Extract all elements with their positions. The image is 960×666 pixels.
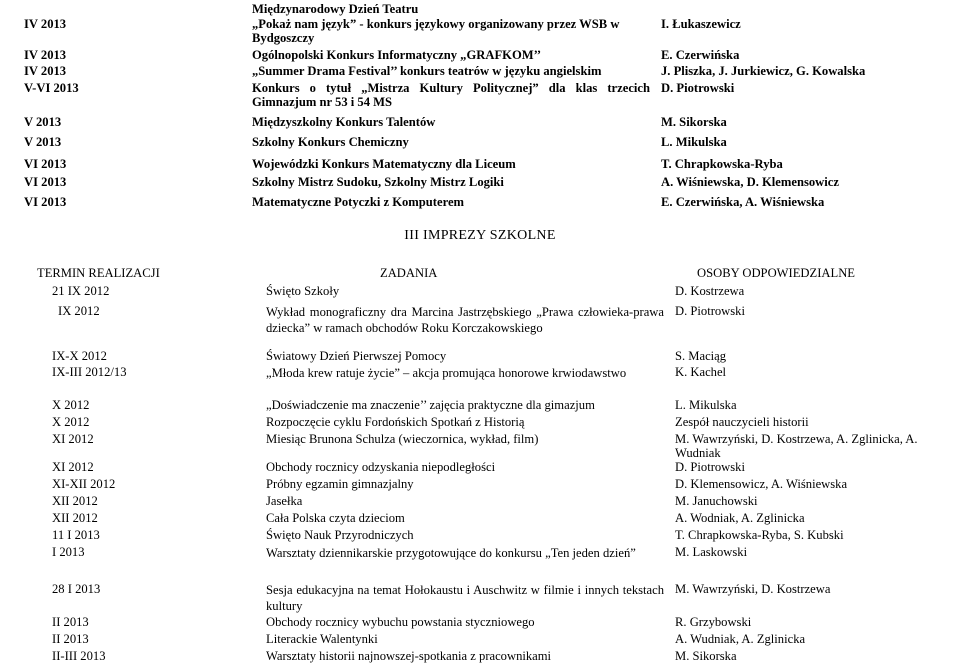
- person-cell: M. Laskowski: [675, 545, 748, 559]
- person-cell: D. Klemensowicz, A. Wiśniewska: [675, 477, 848, 491]
- term-cell: X 2012: [52, 398, 90, 412]
- task-cell: Konkurs o tytuł „Mistrza Kultury Politycznej” dla klas trzecich Gimnazjum nr 53 i 54 MS: [252, 81, 650, 109]
- task-cell: Obchody rocznicy odzyskania niepodległości: [266, 460, 496, 474]
- task-cell: Święto Nauk Przyrodniczych: [266, 528, 414, 542]
- term-cell: XI 2012: [52, 432, 94, 446]
- person-cell: M. Wawrzyński, D. Kostrzewa: [675, 582, 831, 596]
- term-cell: IX-III 2012/13: [52, 365, 127, 379]
- task-cell: Międzynarodowy Dzień Teatru: [252, 2, 419, 16]
- task-cell: Wykład monograficzny dra Marcina Jastrzębskiego „Prawa człowieka-prawa dziecka” w ramach obchodów Roku Korczakowskiego: [266, 305, 664, 335]
- person-cell: R. Grzybowski: [675, 615, 752, 629]
- term-cell: X 2012: [52, 415, 90, 429]
- term-cell: XII 2012: [52, 494, 98, 508]
- task-cell: Warsztaty historii najnowszej-spotkania z pracownikami: [266, 649, 552, 663]
- term-cell: VI 2013: [24, 157, 67, 171]
- section-title: III IMPREZY SZKOLNE: [404, 228, 556, 243]
- table-row: [0, 415, 960, 432]
- task-cell: Sesja edukacyjna na temat Hołokaustu i Auschwitz w filmie i innych tekstach kultury: [266, 583, 664, 613]
- table-row: [0, 157, 960, 175]
- table-row: [0, 81, 960, 115]
- table-row: [0, 135, 960, 157]
- term-cell: II 2013: [52, 632, 89, 646]
- task-cell: „Pokaż nam język” - konkurs językowy organizowany przez WSB w Bydgoszczy: [252, 17, 620, 45]
- person-cell: T. Chrapkowska-Ryba, S. Kubski: [675, 528, 844, 542]
- table-row: [0, 511, 960, 528]
- term-cell: XI 2012: [52, 460, 94, 474]
- person-cell: Zespół nauczycieli historii: [675, 415, 809, 429]
- task-cell: Obchody rocznicy wybuchu powstania styczniowego: [266, 615, 535, 629]
- person-cell: I. Łukaszewicz: [661, 17, 741, 31]
- table-row: [0, 432, 960, 460]
- term-cell: I 2013: [52, 545, 85, 559]
- term-cell: XII 2012: [52, 511, 98, 525]
- person-cell: E. Czerwińska: [661, 48, 740, 62]
- person-cell: D. Piotrowski: [661, 81, 735, 95]
- task-cell: Szkolny Konkurs Chemiczny: [252, 135, 409, 149]
- term-cell: II 2013: [52, 615, 89, 629]
- person-cell: S. Maciąg: [675, 349, 727, 363]
- term-cell: V-VI 2013: [24, 81, 79, 95]
- task-cell: „Młoda krew ratuje życie” – akcja promująca honorowe krwiodawstwo: [266, 366, 627, 380]
- table-row: [0, 528, 960, 545]
- task-cell: Rozpoczęcie cyklu Fordońskich Spotkań z Historią: [266, 415, 525, 429]
- events-table: [0, 284, 960, 666]
- table-row: [0, 615, 960, 632]
- person-cell: M. Sikorska: [661, 115, 727, 129]
- term-cell: IX-X 2012: [52, 349, 107, 363]
- task-cell: Wojewódzki Konkurs Matematyczny dla Liceum: [252, 157, 516, 171]
- term-cell: [0, 2, 252, 17]
- table-row: [0, 649, 960, 666]
- term-cell: XI-XII 2012: [52, 477, 116, 491]
- table-row: [0, 398, 960, 415]
- table-row: [0, 284, 960, 301]
- person-cell: A. Wodniak, A. Zglinicka: [675, 511, 805, 525]
- task-cell: „Doświadczenie ma znaczenie’’ zajęcia praktyczne dla gimazjum: [266, 398, 595, 412]
- task-cell: Święto Szkoły: [266, 284, 340, 298]
- header-task: ZADANIA: [380, 266, 438, 280]
- term-cell: 11 I 2013: [52, 528, 100, 542]
- table-row: [0, 365, 960, 398]
- task-cell: Literackie Walentynki: [266, 632, 378, 646]
- term-cell: IX 2012: [58, 304, 100, 318]
- table-row: [0, 580, 960, 615]
- table-header: [0, 266, 960, 282]
- term-cell: 28 I 2013: [52, 582, 101, 596]
- task-cell: Miesiąc Brunona Schulza (wieczornica, wykład, film): [266, 432, 539, 446]
- table-row: [0, 632, 960, 649]
- person-cell: K. Kachel: [675, 365, 727, 379]
- person-cell: J. Pliszka, J. Jurkiewicz, G. Kowalska: [661, 64, 866, 78]
- task-cell: „Summer Drama Festival’’ konkurs teatrów w języku angielskim: [252, 64, 602, 78]
- term-cell: V 2013: [24, 135, 62, 149]
- person-cell: [656, 2, 960, 17]
- table-row: [0, 115, 960, 135]
- task-cell: Jasełka: [266, 494, 303, 508]
- person-cell: T. Chrapkowska-Ryba: [661, 157, 783, 171]
- term-cell: IV 2013: [24, 48, 67, 62]
- person-cell: L. Mikulska: [675, 398, 737, 412]
- person-cell: D. Piotrowski: [675, 460, 745, 474]
- term-cell: 21 IX 2012: [52, 284, 110, 298]
- table-row: [0, 301, 960, 349]
- term-cell: IV 2013: [24, 64, 67, 78]
- table-row: [0, 195, 960, 213]
- header-person: OSOBY ODPOWIEDZIALNE: [697, 266, 855, 280]
- term-cell: VI 2013: [24, 175, 67, 189]
- task-cell: Światowy Dzień Pierwszej Pomocy: [266, 349, 447, 363]
- person-cell: E. Czerwińska, A. Wiśniewska: [661, 195, 825, 209]
- term-cell: VI 2013: [24, 195, 67, 209]
- task-cell: Matematyczne Potyczki z Komputerem: [252, 195, 465, 209]
- table-row: [0, 2, 960, 17]
- person-cell: M. Januchowski: [675, 494, 758, 508]
- task-cell: Międzyszkolny Konkurs Talentów: [252, 115, 436, 129]
- table-row: [0, 175, 960, 195]
- term-cell: II-III 2013: [52, 649, 106, 663]
- task-cell: Ogólnopolski Konkurs Informatyczny „GRAFKOM’’: [252, 48, 542, 62]
- person-cell: D. Piotrowski: [675, 304, 745, 318]
- task-cell: Szkolny Mistrz Sudoku, Szkolny Mistrz Logiki: [252, 175, 504, 189]
- person-cell: M. Wawrzyński, D. Kostrzewa, A. Zglinicka, A. Wudniak: [675, 432, 918, 460]
- table-row: [0, 64, 960, 81]
- person-cell: D. Kostrzewa: [675, 284, 745, 298]
- table-row: [0, 48, 960, 64]
- table-row: [0, 460, 960, 477]
- person-cell: A. Wiśniewska, D. Klemensowicz: [661, 175, 839, 189]
- table-row: [0, 17, 960, 48]
- table-row: [0, 545, 960, 580]
- person-cell: M. Sikorska: [675, 649, 737, 663]
- header-term: TERMIN REALIZACJI: [37, 266, 160, 280]
- table-row: [0, 349, 960, 365]
- term-cell: V 2013: [24, 115, 62, 129]
- person-cell: A. Wudniak, A. Zglinicka: [675, 632, 806, 646]
- competitions-table: [0, 2, 960, 213]
- person-cell: L. Mikulska: [661, 135, 727, 149]
- term-cell: IV 2013: [24, 17, 67, 31]
- task-cell: Warsztaty dziennikarskie przygotowujące do konkursu „Ten jeden dzień”: [266, 546, 636, 560]
- task-cell: Próbny egzamin gimnazjalny: [266, 477, 414, 491]
- table-row: [0, 494, 960, 511]
- table-row: [0, 477, 960, 494]
- task-cell: Cała Polska czyta dzieciom: [266, 511, 405, 525]
